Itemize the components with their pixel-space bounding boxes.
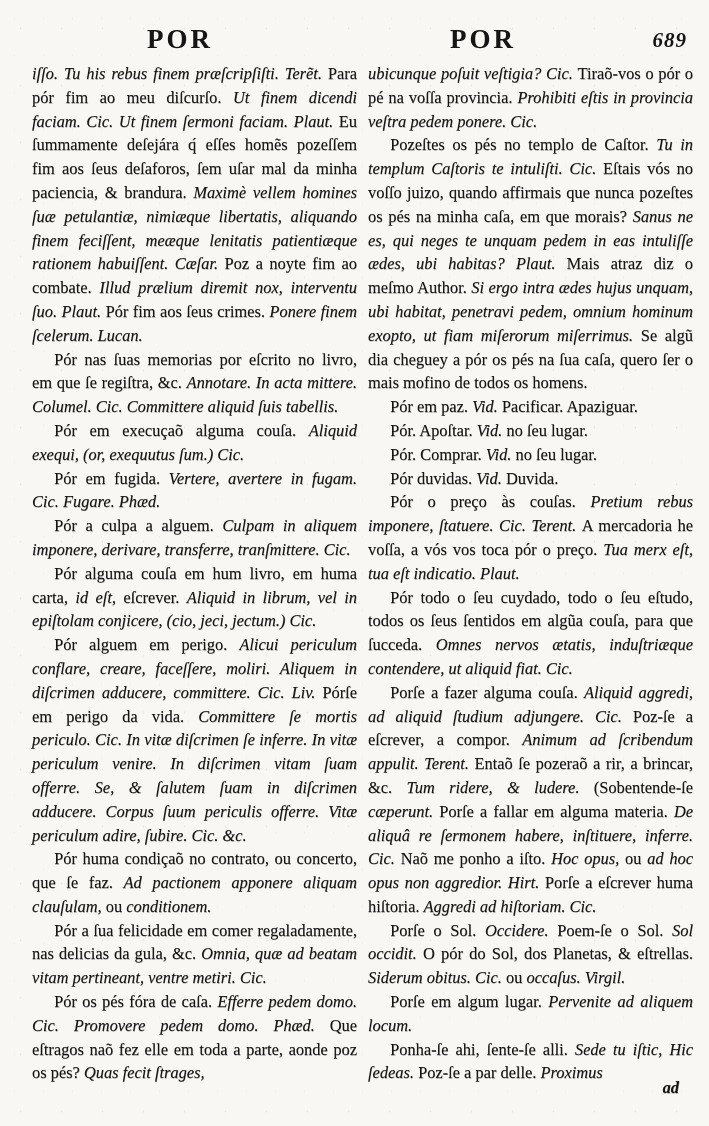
portuguese-text-run: ou xyxy=(624,849,648,869)
latin-text-run: Alicui periculum conflare, creare, faceſſere, moliri. Aliquem in diſcrimen adducere, committere. Cic. Liv. xyxy=(32,635,357,702)
latin-text-run: Aggredi ad hiſtoriam. Cic. xyxy=(423,896,597,916)
portuguese-text-run: , eſcrever. xyxy=(111,587,187,607)
portuguese-text-run: Pór. Apoſtar. xyxy=(390,420,477,440)
portuguese-text-run: ou xyxy=(505,968,527,988)
portuguese-text-run: Pór em paz. xyxy=(390,397,473,417)
paragraph xyxy=(32,847,357,918)
latin-text-run: Committere ſe mortis periculo. Cic. In vitæ diſcrimen ſe inferre. In vitæ periculum venire. In diſcrimen vitam ſuam offerre. Se, & ſalutem ſuam in diſcrimen adducere. Corpus ſuum periculis offerre. Vitæ periculum adire, ſubire. Cic. &c. xyxy=(32,706,357,845)
latin-text-run: Animum ad ſcribendum appulit. Terent. xyxy=(368,730,693,774)
left-column xyxy=(32,62,357,1126)
portuguese-text-run: Entaõ ſe pozeraõ a rir, a brincar, &c. xyxy=(368,754,693,797)
paragraph xyxy=(32,348,357,419)
running-head-right-title: POR xyxy=(450,24,516,54)
portuguese-text-run: Pórſe em perigo da vida. xyxy=(32,682,357,726)
latin-text-run: Omnia, quæ ad beatam vitam pertineant, ventre metiri. Cic. xyxy=(32,944,357,988)
latin-text-run: id eſt xyxy=(75,587,112,607)
portuguese-text-run: Pór alguma couſa em hum livro, em huma carta, xyxy=(32,563,357,607)
paragraph xyxy=(368,490,693,585)
portuguese-text-run: Naõ me ponho a iſto. xyxy=(400,849,552,869)
portuguese-text-run: Eu ſummamente deſejára q́ eſſes homẽs pozeſſem fim aos ſeus deſaforos, ſem uſar mal da minha paciencia, & brandura. xyxy=(32,111,357,202)
latin-text-run: Quas fecit ſtrages, xyxy=(83,1063,205,1083)
latin-text-run: Sol occidit. xyxy=(368,920,693,964)
portuguese-text-run: Pór duvidas. xyxy=(390,468,477,488)
latin-text-run: Culpam in aliquem imponere, derivare, transferre, tranſmittere. Cic. xyxy=(32,516,357,559)
text-columns xyxy=(0,62,709,1126)
latin-text-run: Sanus ne es, qui neges te unquam pedem in eas intuliſſe ædes, ubi habitas? Plaut. xyxy=(368,206,693,274)
portuguese-text-run: A mercadoria he voſſa, a vós vos toca pór o preço. xyxy=(368,516,694,559)
portuguese-text-run: Poz-ſe a eſcrever, a compor. xyxy=(368,706,693,750)
latin-text-run: Omnes nervos ætatis, induſtriæque contendere, ut aliquid fiat. Cic. xyxy=(368,635,693,678)
paragraph xyxy=(32,62,357,348)
portuguese-text-run: no ſeu lugar. xyxy=(506,420,588,440)
portuguese-text-run: Porſe a eſcrever huma hiſtoria. xyxy=(368,873,693,916)
latin-text-run: Occidere. xyxy=(484,920,558,940)
portuguese-text-run: Pór todo o ſeu cuydado, todo o ſeu eſtudo, todos os ſeus ſentidos em algũa couſa, para que ſucceda. xyxy=(368,587,693,655)
paragraph xyxy=(368,62,693,133)
latin-text-run: Hoc opus, xyxy=(551,849,625,869)
portuguese-text-run: Porſe em algum lugar. xyxy=(390,992,549,1012)
portuguese-text-run: Pór em fugida. xyxy=(54,468,169,488)
latin-text-run: Ad pactionem apponere aliquam clauſulam, xyxy=(32,873,357,916)
portuguese-text-run: Ponha-ſe ahi, ſente-ſe alli. xyxy=(390,1039,575,1059)
portuguese-text-run: Se algũ dia cheguey a pór os pés na ſua caſa, quero ſer o mais mofino de todos os homens. xyxy=(368,325,693,393)
latin-text-run: Aliquid aggredi, ad aliquid ſtudium adjungere. Cic. xyxy=(368,682,693,726)
latin-text-run: Maximè vellem homines ſuæ petulantiæ, nimiæque libertatis, aliquando finem feciſſent, meæque lenitatis patientiæque rationem habuiſſent. Cæſar. xyxy=(32,182,357,274)
latin-text-run: Siderum obitus. Cic. xyxy=(368,968,506,988)
paragraph xyxy=(368,467,693,491)
portuguese-text-run: Mais atraz diz o meſmo Author. xyxy=(368,254,693,298)
portuguese-text-run: Poz a noyte fim ao combate. xyxy=(32,254,357,298)
latin-text-run: Si ergo intra ædes hujus unquam, ubi habitat, penetravi pedem, omnium hominum exopto, ut fiam miſerorum miſerrimus. xyxy=(368,278,693,345)
latin-text-run: Vertere, avertere in fugam. Cic. Fugare. Phæd. xyxy=(32,468,357,512)
portuguese-text-run: Pór os pés fóra de caſa. xyxy=(54,992,218,1012)
portuguese-text-run: Pór a culpa a alguem. xyxy=(54,516,223,536)
paragraph xyxy=(32,633,357,847)
portuguese-text-run: no ſeu lugar. xyxy=(515,444,597,464)
latin-text-run: Pervenite ad aliquem locum. xyxy=(368,992,693,1035)
latin-text-run: Vid. xyxy=(476,420,507,440)
latin-text-run: Ponere finem ſcelerum. Lucan. xyxy=(32,301,357,345)
portuguese-text-run: Pór huma condiçaõ no contrato, ou concerto, que ſe faz. xyxy=(32,849,357,893)
latin-text-run: Vid. xyxy=(472,397,502,417)
latin-text-run: Annotare. In acta mittere. Columel. Cic. Committere aliquid ſuis tabellis. xyxy=(32,373,357,417)
paragraph xyxy=(368,419,693,443)
latin-text-run: cæperunt. xyxy=(368,801,440,821)
paragraph xyxy=(368,395,693,419)
portuguese-text-run: Eſtais vós no voſſo juizo, quando affirmais que nunca pozeſtes os pés na minha caſa, em que morais? xyxy=(368,159,693,226)
portuguese-text-run: Pór em execuçaõ alguma couſa. xyxy=(54,420,309,440)
portuguese-text-run: Porſe a fallar em alguma materia. xyxy=(439,801,674,821)
latin-text-run: De aliquâ re ſermonem habere, inſtituere, inferre. Cic. xyxy=(368,801,693,869)
portuguese-text-run: Pór fim aos ſeus crimes. xyxy=(105,301,270,321)
paragraph xyxy=(32,990,357,1085)
latin-text-run: Vid. xyxy=(476,468,506,488)
latin-text-run: Illud prælium diremit nox, interventu ſuo. Plaut. xyxy=(32,278,357,321)
portuguese-text-run: Pór nas ſuas memorias por eſcrito no livro, em que ſe regiſtra, &c. xyxy=(32,349,357,393)
portuguese-text-run: Pacificar. Apaziguar. xyxy=(501,397,638,417)
latin-text-run: iſſo. Tu his rebus finem præſcripſiſti. Terẽt. xyxy=(32,64,328,83)
latin-text-run: ubicunque poſuit veſtigia? Cic. xyxy=(368,64,578,83)
page-number: 689 xyxy=(652,28,687,52)
latin-text-run: Proximus xyxy=(540,1063,603,1083)
portuguese-text-run: Porſe o Sol. xyxy=(390,920,485,940)
latin-text-run: Tu in templum Caſtoris te intuliſti. Cic. xyxy=(368,135,693,179)
latin-text-run: Tum ridere, & ludere. xyxy=(406,777,594,797)
paragraph xyxy=(368,443,693,467)
latin-text-run: Ut finem dicendi faciam. Cic. Ut finem ſermoni faciam. Plaut. xyxy=(32,87,357,131)
portuguese-text-run: Pór o preço às couſas. xyxy=(390,492,591,512)
paragraph xyxy=(368,586,693,681)
paragraph xyxy=(32,562,357,633)
running-head-left-title: POR xyxy=(147,24,213,54)
portuguese-text-run: Pór. Comprar. xyxy=(390,444,486,464)
latin-text-run: Tua merx eſt, tua eſt indicatio. Plaut. xyxy=(368,539,693,583)
right-column xyxy=(368,62,693,1126)
latin-text-run: Pretium rebus imponere, ſtatuere. Cic. Terent. xyxy=(368,492,693,536)
latin-text-run: Sede tu iſtic, Hic ſedeas. xyxy=(368,1039,693,1083)
paragraph xyxy=(368,990,693,1038)
paragraph xyxy=(32,467,357,515)
latin-text-run: Aliquid in librum, vel in epiſtolam conjicere, (cio, jeci, jectum.) Cic. xyxy=(32,587,357,631)
portuguese-text-run: Tiraõ-vos o pór o pé na voſſa provincia. xyxy=(368,64,694,107)
catchword: ad xyxy=(662,1078,679,1097)
portuguese-text-run: Pór a ſua felicidade em comer regaladamente, nas delicias da gula, &c. xyxy=(32,920,357,964)
portuguese-text-run: ou xyxy=(105,896,127,916)
paragraph xyxy=(368,1038,693,1086)
latin-text-run: Aliquid exequi, (or, exequutus ſum.) Cic. xyxy=(32,420,357,464)
paragraph xyxy=(32,419,357,467)
portuguese-text-run: Pozeſtes os pés no templo de Caſtor. xyxy=(390,135,657,155)
latin-text-run: Prohibiti eſtis in provincia veſtra pedem ponere. Cic. xyxy=(368,87,693,131)
latin-text-run: conditionem. xyxy=(126,896,212,916)
portuguese-text-run: O pór do Sol, dos Planetas, & eſtrellas. xyxy=(422,944,693,964)
latin-text-run: Efferre pedem domo. Cic. Promovere pedem domo. Phæd. xyxy=(32,992,357,1035)
paragraph xyxy=(32,919,357,990)
latin-text-run: ad hoc opus non aggredior. Hirt. xyxy=(368,849,693,893)
portuguese-text-run: Poz-ſe a par delle. xyxy=(418,1063,541,1083)
portuguese-text-run: (Sobentende-ſe xyxy=(593,777,693,797)
paragraph xyxy=(368,133,693,395)
portuguese-text-run: Pór alguem em perigo. xyxy=(54,635,240,655)
latin-text-run: occaſus. Virgil. xyxy=(526,968,626,988)
portuguese-text-run: Duvida. xyxy=(505,468,559,488)
paragraph xyxy=(32,514,357,562)
portuguese-text-run: Poem-ſe o Sol. xyxy=(557,920,673,940)
portuguese-text-run: Para pór fim ao meu diſcurſo. xyxy=(32,64,357,107)
latin-text-run: Vid. xyxy=(485,444,516,464)
paragraph xyxy=(368,681,693,919)
portuguese-text-run: Que eſtragos naõ fez elle em toda a parte, aonde poz os pés? xyxy=(32,1015,357,1083)
paragraph xyxy=(368,919,693,990)
portuguese-text-run: Porſe a fazer alguma couſa. xyxy=(390,682,584,702)
running-head xyxy=(0,24,709,64)
